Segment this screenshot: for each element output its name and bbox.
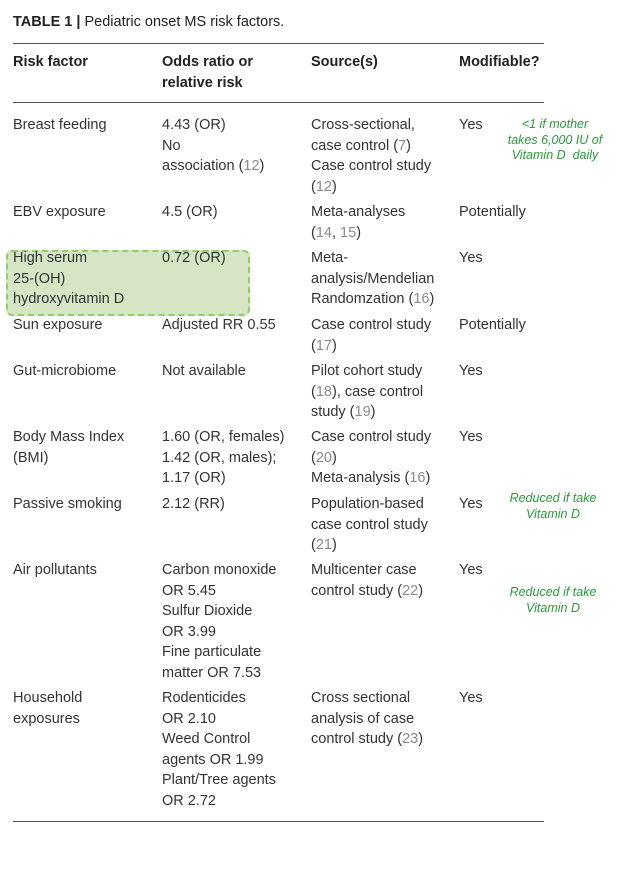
- text: Meta-analysis (: [311, 470, 410, 486]
- text: case control study: [311, 516, 428, 533]
- reference-link[interactable]: 17: [315, 337, 332, 354]
- table-title: Pediatric onset MS risk factors.: [84, 14, 285, 30]
- cell-line: [311, 382, 423, 403]
- cell-line: [162, 560, 276, 581]
- cell-line: [162, 709, 276, 730]
- source-cell: [311, 688, 423, 750]
- text: Cross-sectional,: [311, 117, 415, 133]
- text: Fine particulate: [162, 644, 262, 660]
- column-header-line: Source(s): [311, 54, 378, 70]
- odds-ratio-cell: [162, 115, 264, 177]
- risk-factor-line: exposures: [13, 710, 80, 727]
- cell-line: [162, 427, 285, 448]
- text: association (: [162, 158, 244, 174]
- cell-line: [162, 770, 276, 791]
- cell-line: [162, 468, 285, 489]
- reference-link[interactable]: 15: [340, 224, 357, 241]
- odds-ratio-cell: [162, 248, 226, 269]
- risk-factor-line: Household: [13, 690, 83, 706]
- reference-link[interactable]: 12: [243, 158, 260, 174]
- cell-line: [162, 622, 276, 643]
- risk-factor-cell: [13, 688, 82, 729]
- reference-link[interactable]: 16: [409, 470, 426, 486]
- text: Case control study: [311, 158, 432, 174]
- cell-line: [311, 115, 431, 136]
- text: Carbon monoxide: [162, 562, 277, 578]
- text: OR 2.10: [162, 710, 216, 727]
- cell-line: [311, 494, 428, 515]
- cell-line: [311, 223, 405, 244]
- annotation-line: Vitamin D daily: [511, 148, 599, 162]
- text: control study (: [311, 582, 403, 599]
- annotation-line: Reduced if take: [509, 585, 597, 599]
- risk-factor-cell: [13, 361, 116, 382]
- cell-line: [311, 448, 431, 469]
- source-cell: [311, 361, 423, 423]
- cell-line: [311, 177, 431, 198]
- source-cell: [311, 494, 428, 556]
- risk-factor-cell: [13, 494, 122, 515]
- modifiable-cell: Potentially: [459, 204, 526, 220]
- annotation-line: Vitamin D: [526, 600, 580, 615]
- cell-line: [311, 289, 434, 310]
- column-header: [162, 52, 253, 94]
- risk-factor-line: Body Mass Index: [13, 429, 125, 445]
- column-header-line: Odds ratio or: [162, 54, 254, 70]
- text: ): [406, 137, 411, 154]
- column-header: [459, 52, 540, 73]
- text: Adjusted RR 0.55: [162, 317, 276, 333]
- annotation-line: Vitamin D: [526, 506, 580, 521]
- cell-line: [162, 642, 276, 663]
- text: Meta-: [311, 250, 349, 266]
- text: Rodenticides: [162, 690, 246, 706]
- text: Cross sectional: [311, 690, 411, 706]
- text: ): [418, 582, 424, 599]
- cell-line: [311, 361, 423, 382]
- cell-line: [311, 468, 431, 489]
- text: (: [311, 337, 316, 354]
- cell-line: [311, 515, 428, 536]
- cell-line: [311, 427, 431, 448]
- modifiable-cell: Potentially: [459, 317, 526, 333]
- text: Weed Control: [162, 731, 251, 747]
- source-cell: [311, 315, 431, 356]
- reference-link[interactable]: 7: [398, 137, 407, 154]
- text: ): [331, 337, 337, 354]
- risk-factor-line: Sun exposure: [13, 317, 103, 333]
- text: ): [429, 291, 435, 307]
- source-cell: [311, 560, 423, 601]
- text: ), case control: [331, 383, 424, 400]
- text: ): [331, 178, 337, 195]
- cell-line: [162, 729, 276, 750]
- modifiable-cell: Yes: [459, 363, 483, 379]
- source-cell: [311, 115, 431, 197]
- annotation-line: <1 if mother: [521, 117, 589, 131]
- reference-link[interactable]: 22: [402, 582, 419, 599]
- risk-factor-cell: [13, 202, 106, 223]
- reference-link[interactable]: 20: [315, 449, 332, 466]
- risk-factor-line: EBV exposure: [13, 204, 106, 220]
- text: OR 5.45: [162, 582, 216, 599]
- cell-line: [162, 202, 218, 223]
- text: Multicenter case: [311, 562, 417, 578]
- cell-line: [311, 269, 434, 290]
- reference-link[interactable]: 18: [315, 383, 332, 400]
- risk-factor-line: Passive smoking: [13, 496, 122, 512]
- modifiable-cell: Yes: [459, 250, 483, 266]
- text: 0.72 (OR): [162, 250, 226, 266]
- cell-line: [162, 315, 276, 336]
- reference-link[interactable]: 23: [402, 731, 419, 747]
- cell-line: [162, 791, 276, 812]
- annotation-line: takes 6,000 IU of: [507, 132, 603, 147]
- caption-separator: |: [76, 14, 81, 30]
- text: OR 3.99: [162, 623, 216, 640]
- text: study (: [311, 404, 355, 420]
- risk-factor-line: Breast feeding: [13, 117, 107, 133]
- annotation-line: Reduced if take: [509, 491, 597, 505]
- cell-line: [162, 115, 264, 136]
- odds-ratio-cell: [162, 494, 225, 515]
- text: Meta-analyses: [311, 204, 406, 220]
- bottom-rule: [13, 821, 544, 822]
- text: No: [162, 137, 181, 154]
- annotation-note: [494, 491, 612, 522]
- modifiable-cell: Yes: [459, 562, 483, 578]
- modifiable-cell: Yes: [459, 117, 483, 133]
- text: 1.60 (OR, females): [162, 429, 285, 445]
- text: ,: [331, 224, 341, 241]
- header-rule: [13, 102, 544, 103]
- text: analysis/Mendelian: [311, 270, 435, 287]
- cell-line: [311, 709, 423, 730]
- text: matter OR 7.53: [162, 664, 262, 681]
- cell-line: [162, 601, 276, 622]
- text: ): [356, 224, 362, 241]
- text: case control (: [311, 137, 399, 154]
- risk-factor-line: 25-(OH): [13, 270, 66, 287]
- odds-ratio-cell: [162, 688, 276, 811]
- cell-line: [162, 248, 226, 269]
- odds-ratio-cell: [162, 315, 276, 336]
- text: (: [311, 178, 316, 195]
- risk-factor-cell: [13, 115, 107, 136]
- annotation-note: [494, 585, 612, 616]
- text: analysis of case: [311, 710, 415, 727]
- risk-factor-cell: [13, 427, 124, 468]
- risk-factor-cell: [13, 315, 102, 336]
- text: 4.5 (OR): [162, 204, 218, 220]
- cell-line: [162, 494, 225, 515]
- cell-line: [311, 402, 423, 423]
- text: ): [331, 537, 337, 553]
- cell-line: [311, 315, 431, 336]
- risk-factor-line: (BMI): [13, 449, 49, 466]
- text: ): [370, 404, 376, 420]
- cell-line: [162, 136, 264, 157]
- cell-line: [311, 136, 431, 157]
- text: 4.43 (OR): [162, 117, 226, 133]
- text: (: [311, 224, 316, 241]
- cell-line: [311, 248, 434, 269]
- text: Case control study: [311, 429, 432, 445]
- reference-link[interactable]: 19: [354, 404, 371, 420]
- cell-line: [311, 156, 431, 177]
- cell-line: [311, 535, 428, 556]
- cell-line: [311, 581, 423, 602]
- cell-line: [311, 729, 423, 750]
- risk-factor-line: Air pollutants: [13, 562, 97, 578]
- reference-link[interactable]: 12: [315, 178, 332, 195]
- text: (: [311, 537, 316, 553]
- modifiable-cell: Yes: [459, 496, 483, 512]
- text: Not available: [162, 363, 246, 379]
- text: ): [418, 731, 424, 747]
- reference-link[interactable]: 14: [315, 224, 332, 241]
- text: OR 2.72: [162, 792, 216, 809]
- risk-factor-cell: [13, 248, 124, 310]
- risk-factor-line: Gut-microbiome: [13, 363, 117, 379]
- column-header: [13, 52, 88, 73]
- source-cell: [311, 248, 434, 310]
- table-label: TABLE 1: [13, 14, 73, 30]
- cell-line: [311, 336, 431, 357]
- text: Case control study: [311, 317, 432, 333]
- risk-factor-cell: [13, 560, 97, 581]
- cell-line: [162, 688, 276, 709]
- source-cell: [311, 427, 431, 489]
- column-header-line: Modifiable?: [459, 54, 540, 70]
- text: Randomzation (: [311, 291, 414, 307]
- reference-link[interactable]: 21: [315, 537, 332, 553]
- risk-factor-line: hydroxyvitamin D: [13, 291, 125, 307]
- text: Plant/Tree agents: [162, 772, 276, 788]
- cell-line: [162, 663, 276, 684]
- cell-line: [162, 750, 276, 771]
- top-rule: [13, 43, 544, 44]
- column-header-line: relative risk: [162, 75, 243, 91]
- text: Sulfur Dioxide: [162, 603, 253, 619]
- modifiable-cell: Yes: [459, 690, 483, 706]
- odds-ratio-cell: [162, 427, 285, 489]
- source-cell: [311, 202, 405, 243]
- table-caption: [13, 14, 284, 30]
- cell-line: [311, 202, 405, 223]
- odds-ratio-cell: [162, 361, 246, 382]
- text: Population-based: [311, 496, 424, 512]
- text: 2.12 (RR): [162, 496, 225, 512]
- modifiable-cell: Yes: [459, 429, 483, 445]
- cell-line: [311, 688, 423, 709]
- text: agents OR 1.99: [162, 751, 264, 768]
- text: (: [311, 449, 316, 466]
- cell-line: [162, 156, 264, 177]
- odds-ratio-cell: [162, 202, 218, 223]
- text: ): [259, 158, 265, 174]
- cell-line: [311, 560, 423, 581]
- reference-link[interactable]: 16: [413, 291, 430, 307]
- text: ): [425, 470, 431, 486]
- cell-line: [162, 361, 246, 382]
- column-header-line: Risk factor: [13, 54, 88, 70]
- text: (: [311, 383, 316, 400]
- risk-factor-line: High serum: [13, 250, 88, 266]
- cell-line: [162, 581, 276, 602]
- odds-ratio-cell: [162, 560, 276, 683]
- text: Pilot cohort study: [311, 363, 423, 379]
- column-header: [311, 52, 378, 73]
- text: 1.17 (OR): [162, 470, 226, 486]
- cell-line: [162, 448, 285, 469]
- text: control study (: [311, 731, 403, 747]
- annotation-note: [490, 117, 620, 164]
- text: ): [331, 449, 337, 466]
- text: 1.42 (OR, males);: [162, 449, 277, 466]
